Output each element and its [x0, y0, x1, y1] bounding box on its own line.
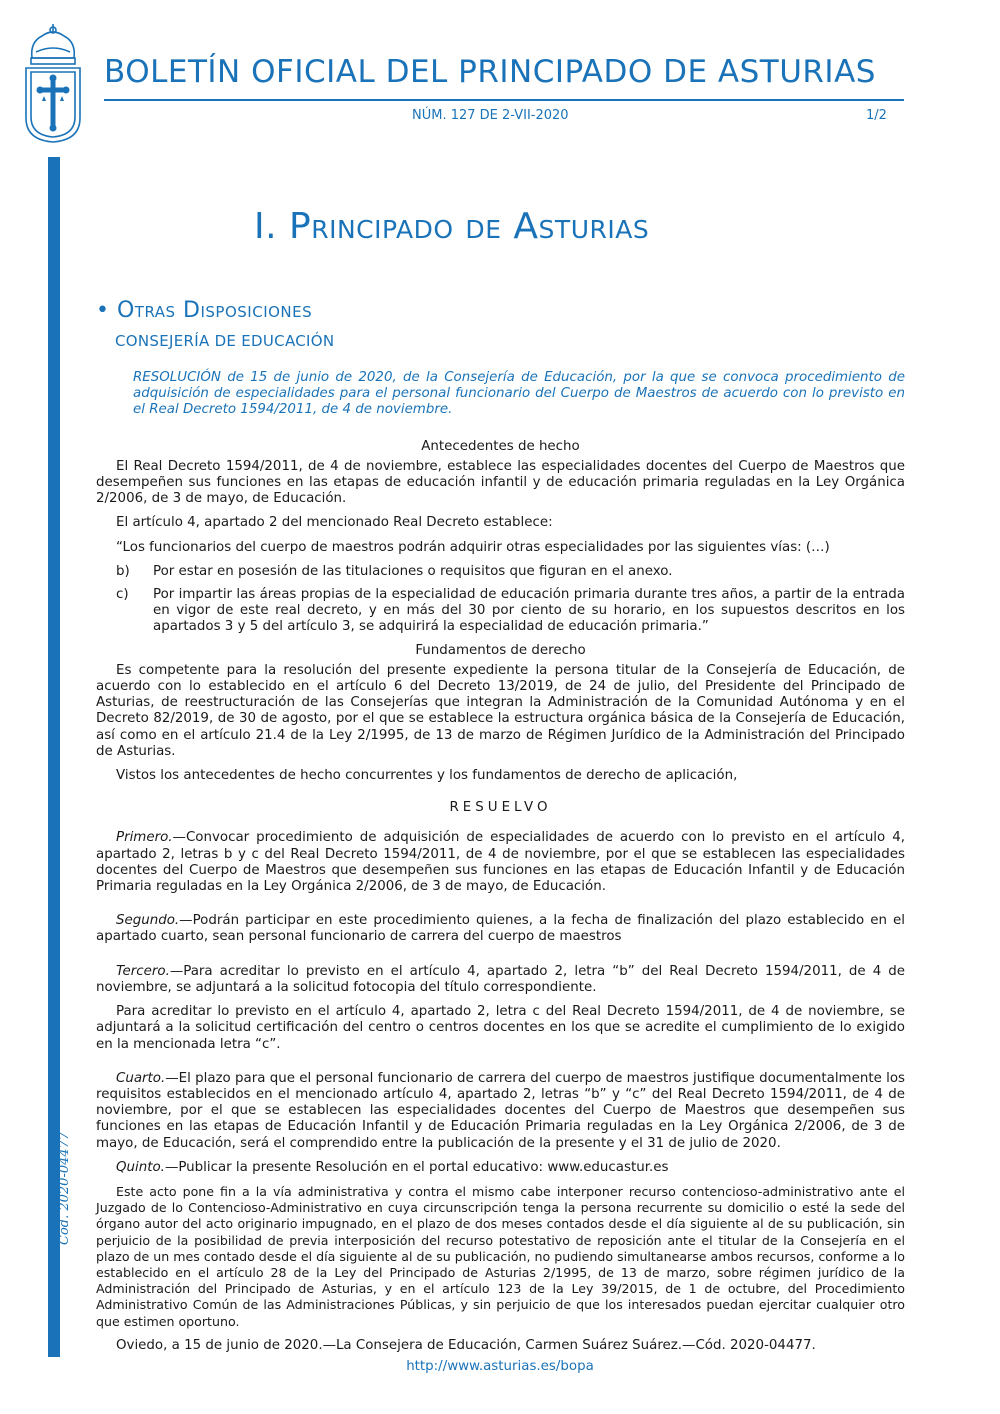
heading-fundamentos: Fundamentos de derecho: [415, 642, 586, 658]
signature-line: Oviedo, a 15 de junio de 2020.—La Consejera de Educación, Carmen Suárez Suárez.—Cód. 2020-04477.: [116, 1337, 816, 1353]
article-tercero: [96, 964, 905, 996]
article-text: —Publicar la presente Resolución en el portal educativo: www.educastur.es: [164, 1159, 669, 1175]
article-cuarto: [96, 1071, 905, 1152]
article-label: Cuarto.: [116, 1070, 166, 1086]
list-item-label: c): [116, 587, 129, 603]
side-document-code: Cód. 2020-04477: [57, 1131, 72, 1245]
department-name: CONSEJERÍA DE EDUCACIÓN: [115, 332, 335, 350]
article-quinto: [96, 1160, 905, 1176]
article-text: —El plazo para que el personal funcionario de carrera del cuerpo de maestros justifique documentalmente los requisitos establecidos en el mencionado artículo 4, apartado 2, letras “b” y “c” del Real Decreto 1594/2011, de 4 de noviembre, por el que se establecen las especialidades docentes del Cuerpo de Maestros que desempeñen sus funciones en las etapas de Educación Infantil y de Educación Primaria reguladas en la Ley Orgánica 2/2006, de 3 de mayo, de Educación, será el comprendido entre la publicación de la presente y el 31 de julio de 2020.: [96, 1070, 905, 1151]
list-item-text: Por impartir las áreas propias de la especialidad de educación primaria durante tres años, a partir de la entrada en vigor de este real decreto, y en más del 30 por ciento de su horario, en los supuestos descritos en los apartados 3 y 5 del artículo 3, se adquirirá la especialidad de educación primaria.”: [153, 587, 905, 635]
footer-url-link[interactable]: http://www.asturias.es/bopa: [406, 1359, 594, 1374]
article-text: —Podrán participar en este procedimiento quienes, a la fecha de finalización del plazo establecido en el apartado cuarto, sean personal funcionario de carrera del cuerpo de maestros: [96, 913, 905, 945]
article-label: Segundo.: [116, 913, 180, 929]
page-number: 1/2: [866, 108, 887, 123]
antecedentes-paragraph-2: El artículo 4, apartado 2 del mencionado Real Decreto establece:: [116, 515, 553, 531]
antecedentes-paragraph-1: El Real Decreto 1594/2011, de 4 de noviembre, establece las especialidades docentes del Cuerpo de Maestros que desempeñen sus funciones en las etapas de educación infantil y de educación primaria reguladas en la Ley Orgánica 2/2006, de 3 de mayo, de Educación.: [96, 458, 905, 507]
article-primero: [96, 830, 905, 895]
bulletin-title: BOLETÍN OFICIAL DEL PRINCIPADO DE ASTURIAS: [104, 54, 876, 90]
resuelvo-heading: RESUELVO: [449, 800, 552, 816]
article-segundo: [96, 913, 905, 945]
antecedentes-quote: “Los funcionarios del cuerpo de maestros podrán adquirir otras especialidades por las siguientes vías: (…): [116, 539, 830, 555]
fundamentos-paragraph-2: Vistos los antecedentes de hecho concurrentes y los fundamentos de derecho de aplicación,: [116, 768, 738, 784]
list-item-b: [96, 564, 905, 580]
article-label: Quinto.: [116, 1159, 165, 1175]
subsection-title: • Otras Disposiciones: [96, 298, 313, 323]
fundamentos-paragraph-1: Es competente para la resolución del presente expediente la persona titular de la Consejería de Educación, de acuerdo con lo establecido en el artículo 6 del Decreto 13/2019, de 24 de julio, del Presidente del Principado de Asturias, de reestructuración de las Consejerías que integran la Administración de la Comunidad Autónoma y en el Decreto 82/2019, de 30 de agosto, por el que se establece la estructura orgánica básica de la Consejería de Educación, así como en el artículo 21.4 de la Ley 2/1995, de 13 de marzo de Régimen Jurídico de la Administración del Principado de Asturias.: [96, 662, 905, 759]
asturias-crest-logo: [22, 22, 84, 144]
article-tercero-paragraph-2: Para acreditar lo previsto en el artículo 4, apartado 2, letra c del Real Decreto 1594/2011, de 4 de noviembre, se adjuntará a la solicitud certificación del centro o centros docentes en los que se acredite el cumplimiento de lo exigido en la mencionada letra “c”.: [96, 1004, 905, 1052]
issue-number: NÚM. 127 DE 2-VII-2020: [412, 108, 569, 123]
article-text: —Para acreditar lo previsto en el artículo 4, apartado 2, letra “b” del Real Decreto 1594/2011, de 4 de noviembre, se adjuntará a la solicitud fotocopia del título correspondiente.: [96, 963, 905, 995]
section-title: I. Principado de Asturias: [254, 206, 650, 247]
resolution-title: RESOLUCIÓN de 15 de junio de 2020, de la Consejería de Educación, por la que se convoca procedimiento de adquisición de especialidades para el personal funcionario del Cuerpo de Maestros de acuerdo con lo previsto en el Real Decreto 1594/2011, de 4 de noviembre.: [133, 370, 905, 418]
list-item-label: b): [116, 563, 130, 579]
document-body: [96, 370, 905, 1362]
title-divider: [104, 99, 904, 101]
list-item-c: [96, 587, 905, 636]
heading-antecedentes: Antecedentes de hecho: [421, 438, 580, 454]
appeal-paragraph: Este acto pone fin a la vía administrativa y contra el mismo cabe interponer recurso contencioso-administrativo ante el Juzgado de lo Contencioso-Administrativo en cuya circunscripción tenga la persona recurrente su domicilio o esté la sede del órgano autor del acto originario impugnado, en el plazo de dos meses contados desde el día siguiente al de su publicación, sin perjuicio de la posibilidad de previa interposición del recurso potestativo de reposición ante el titular de la Consejería en el plazo de un mes contado desde el día siguiente al de su publicación, no pudiendo simultanearse ambos recursos, conforme a lo establecido en el artículo 28 de la Ley del Principado de Asturias 2/1995, de 13 de marzo, sobre régimen jurídico de la Administración del Principado de Asturias, y en el artículo 123 de la Ley 39/2015, de 1 de octubre, del Procedimiento Administrativo Común de las Administraciones Públicas, y sin perjuicio de que los interesados puedan ejercitar cualquier otro que estimen oportuno.: [96, 1183, 905, 1329]
article-text: —Convocar procedimiento de adquisición de especialidades de acuerdo con lo previsto en el artículo 4, apartado 2, letras b y c del Real Decreto 1594/2011, de 4 de noviembre, por el que se establecen las especialidades docentes del Cuerpo de Maestros que desempeñen sus funciones en las etapas de Educación Infantil y de Educación Primaria reguladas en la Ley Orgánica 2/2006, de 3 de mayo, de Educación.: [96, 830, 905, 895]
article-label: Primero.: [116, 830, 173, 846]
article-label: Tercero.: [116, 963, 170, 979]
list-item-text: Por estar en posesión de las titulaciones o requisitos que figuran en el anexo.: [153, 563, 673, 579]
